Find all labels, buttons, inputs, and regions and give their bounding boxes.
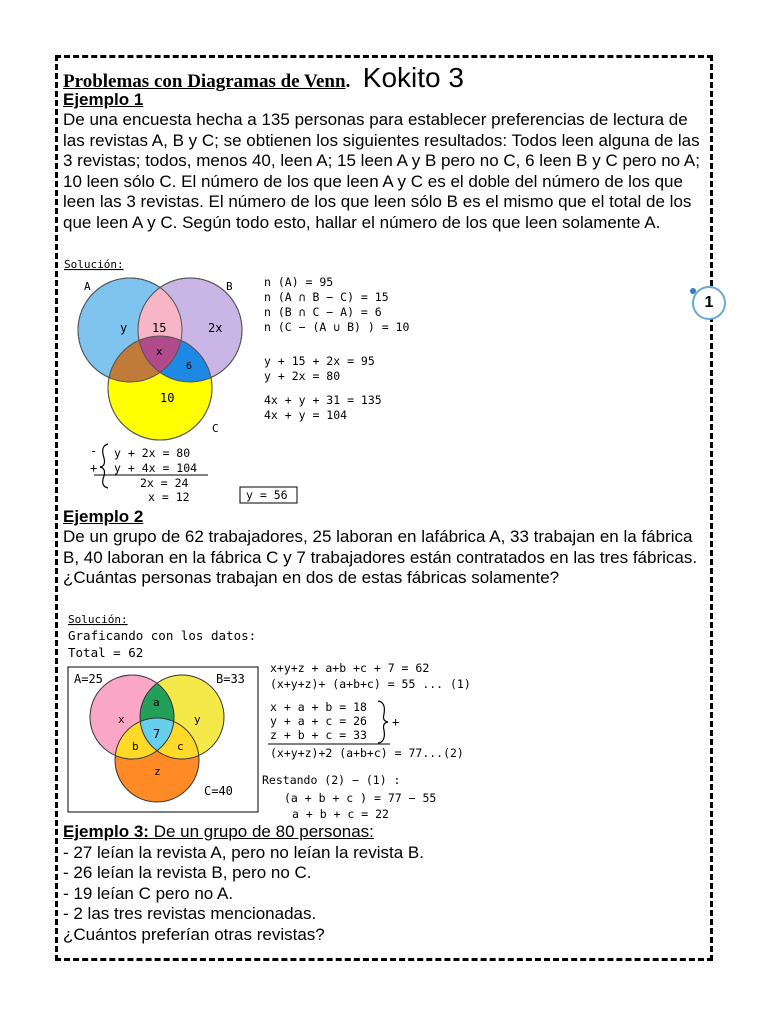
example-1-figure <box>60 258 410 508</box>
ex2-rest-label: Restando (2) − (1) : <box>262 773 401 787</box>
ex1-sys-2: 2x = 24 <box>140 476 189 490</box>
header <box>63 62 711 92</box>
ex1-sign-plus: + <box>90 461 98 475</box>
ex1-eq2-0: y + 15 + 2x = 95 <box>264 354 375 368</box>
page-number-badge: 1 <box>692 286 726 320</box>
ex1-eq-2: n (B ∩ C − A) = 6 <box>264 305 382 319</box>
ex1-sign-minus: - <box>90 444 98 458</box>
example-2-total-label: Total = 62 <box>68 645 144 660</box>
example-2-figure <box>60 610 480 825</box>
example-3-question: ¿Cuántos preferían otras revistas? <box>63 924 325 944</box>
example-3-line: - 19 leían C pero no A. <box>63 883 234 903</box>
ex2-rest-1: a + b + c = 22 <box>292 807 389 821</box>
ex2-eq-0: x+y+z + a+b +c + 7 = 62 <box>270 661 430 675</box>
venn2-label-a: A=25 <box>74 672 103 686</box>
ex2-rest-0: (a + b + c ) = 77 − 55 <box>284 791 437 805</box>
venn1-y: y <box>120 321 128 335</box>
example-1-text: De una encuesta hecha a 135 personas para establecer preferencias de lectura de las revistas A, B y C; se obtienen los siguientes resultados: Todos leen alguna de las 3 revistas; todos, menos 40, leen A; 15 leen A y B pero no C, 6 leen B y C pero no A; 10 leen sólo C. El número de los que leen A y C es el doble del número de los que leen las 3 revistas. El número de los que leen sólo B es el mismo que el total de los que leen A y C. Según todo esto, hallar el número de los que leen solamente A. <box>63 110 700 232</box>
venn1-label-b: B <box>226 280 233 293</box>
ex1-sys-3: x = 12 <box>148 490 190 504</box>
example-2-text: De un grupo de 62 trabajadores, 25 laboran en lafábrica A, 33 trabajan en la fábrica B, 40 laboran en la fábrica C y 7 trabajadores están contratados en las tres fábricas. ¿Cuántas personas trabajan en dos de estas fábricas solamente? <box>63 527 698 587</box>
page-badge-dot <box>690 288 696 294</box>
venn1-label-c: C <box>212 422 219 435</box>
venn2-z: z <box>154 765 161 778</box>
venn2-x: x <box>118 713 125 726</box>
ex2-eq-1: (x+y+z)+ (a+b+c) = 55 ... (1) <box>270 677 471 691</box>
ex2-plus: + <box>392 715 400 729</box>
venn2-y: y <box>194 713 201 726</box>
title-dot: . <box>345 71 351 92</box>
example-2 <box>63 507 711 589</box>
ex1-eq-1: n (A ∩ B − C) = 15 <box>264 290 389 304</box>
example-3-line: - 2 las tres revistas mencionadas. <box>63 904 317 923</box>
example-1-solucion-label: Solución: <box>64 258 124 271</box>
ex1-eq2-1: y + 2x = 80 <box>264 369 341 383</box>
ex1-eq-3: n (C − (A ∪ B) ) = 10 <box>264 320 410 334</box>
ex2-sys-1: y + a + c = 26 <box>270 714 367 728</box>
example-1-heading: Ejemplo 1 <box>63 90 144 109</box>
venn1-label-a: A <box>84 280 91 293</box>
example-3-line: - 26 leían la revista B, pero no C. <box>63 863 312 882</box>
ex1-eq3-1: 4x + y = 104 <box>264 408 348 422</box>
example-2-graph-label: Graficando con los datos: <box>68 628 257 643</box>
venn1-b-only: 2x <box>208 321 223 335</box>
example-3-heading: Ejemplo 3: <box>63 822 149 841</box>
ex1-eq-0: n (A) = 95 <box>264 275 334 289</box>
ex2-sys-0: x + a + b = 18 <box>270 700 367 714</box>
venn1-bc: 6 <box>186 361 193 372</box>
venn2-b: b <box>132 740 139 753</box>
example-2-heading: Ejemplo 2 <box>63 507 144 526</box>
venn2-a: a <box>153 696 160 709</box>
ex1-sys-1: y + 4x = 104 <box>114 461 198 475</box>
ex2-sys-2: z + b + c = 33 <box>270 728 367 742</box>
document-title: Problemas con Diagramas de Venn <box>63 71 346 92</box>
ex1-sys-0: y + 2x = 80 <box>114 446 191 460</box>
venn2-label-b: B=33 <box>216 672 245 686</box>
ex1-eq3-0: 4x + y + 31 = 135 <box>264 393 382 407</box>
venn1-c-only: 10 <box>160 391 175 405</box>
ex1-answer: y = 56 <box>246 488 288 502</box>
venn2-label-c: C=40 <box>204 784 233 798</box>
brand-title: Kokito 3 <box>362 62 464 93</box>
example-3-intro: De un grupo de 80 personas: <box>148 822 374 841</box>
example-1 <box>63 90 711 233</box>
ex2-sum: (x+y+z)+2 (a+b+c) = 77...(2) <box>270 746 464 760</box>
venn2-center: 7 <box>153 727 161 741</box>
venn2-c: c <box>177 740 184 753</box>
venn1-ab: 15 <box>152 321 167 335</box>
example-2-solucion-label: Solución: <box>68 613 128 626</box>
example-3 <box>63 822 711 945</box>
venn1-x: x <box>156 345 163 358</box>
example-3-line: - 27 leían la revista A, pero no leían la revista B. <box>63 842 424 862</box>
